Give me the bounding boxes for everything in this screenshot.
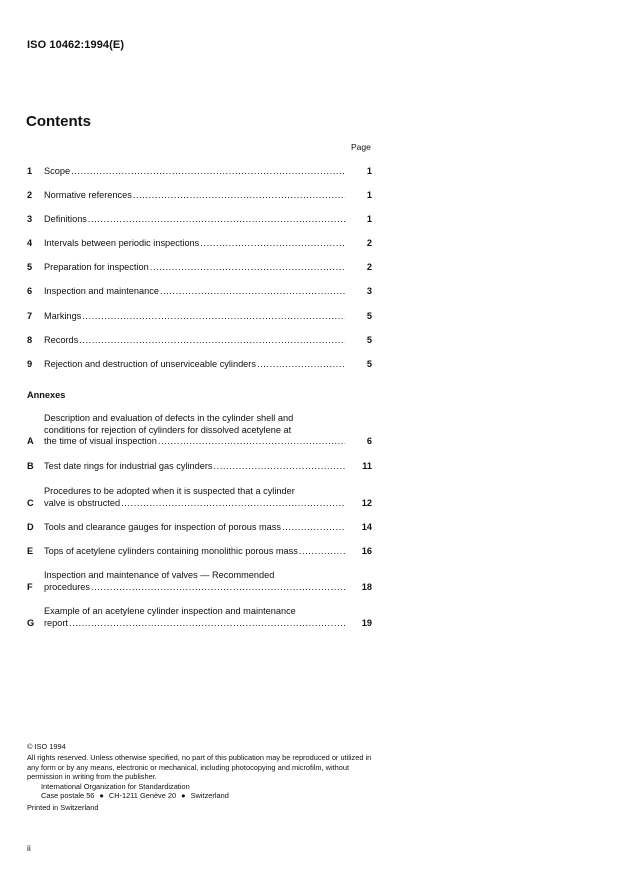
clause-title: Preparation for inspection: [44, 262, 149, 272]
annex-letter: C: [27, 497, 34, 508]
address-country: Switzerland: [190, 791, 229, 801]
annex-title-line: conditions for rejection of cylinders for dissolved acetylene at: [44, 424, 292, 435]
clause-number: 7: [27, 311, 33, 321]
standard-id: ISO 10462:1994(E): [27, 39, 125, 51]
clause-number: 4: [27, 238, 33, 248]
clause-number: 1: [27, 166, 33, 176]
page-number: 11: [362, 461, 372, 471]
annex-letter: D: [27, 522, 34, 532]
bullet-icon: ●: [181, 791, 186, 801]
page-number: 14: [361, 522, 372, 532]
annex-letter: E: [27, 546, 34, 556]
clause-title: Records: [44, 335, 79, 345]
annex-title-line: the time of visual inspection: [44, 436, 157, 446]
rights-notice: All rights reserved. Unless otherwise specified, no part of this publication may be reproduced or utilized in any form or by any means, electronic or mechanical, including photocopying and microfilm, without permission in writing from the publisher.: [27, 753, 372, 782]
annex-title-line: valve is obstructed: [44, 497, 121, 508]
leader-dots: [71, 166, 345, 178]
address-city: CH-1211 Genève 20: [108, 791, 177, 801]
toc-entry-1[interactable]: [27, 166, 372, 178]
leader-dots: [200, 238, 345, 250]
page-number: 1: [366, 214, 372, 224]
leader-dots: [214, 461, 345, 473]
clause-number: 6: [27, 286, 33, 296]
org-address: [27, 791, 377, 800]
annex-title-line: Example of an acetylene cylinder inspection and maintenance: [44, 606, 296, 616]
clause-title: Inspection and maintenance: [44, 286, 159, 296]
annex-letter: A: [27, 436, 34, 446]
page-title: Contents: [26, 113, 91, 130]
page-number: 5: [366, 311, 372, 321]
toc-entry-4[interactable]: [27, 238, 372, 250]
page-number: 2: [366, 262, 372, 272]
leader-dots: [282, 522, 345, 534]
leader-dots: [257, 359, 345, 371]
annex-title-line: Test date rings for industrial gas cylinders: [44, 461, 213, 471]
page-number: 12: [361, 497, 372, 508]
leader-dots: [158, 436, 345, 448]
bullet-icon: ●: [99, 791, 104, 801]
clause-number: 8: [27, 335, 33, 345]
annex-letter: F: [27, 581, 33, 592]
clause-title: Normative references: [44, 190, 132, 200]
annex-title-line: Description and evaluation of defects in the cylinder shell and: [44, 413, 294, 423]
page-number: 16: [361, 546, 372, 556]
copyright-footer: [27, 742, 377, 813]
clause-title: Rejection and destruction of unserviceable cylinders: [44, 359, 256, 369]
annex-title-line: Tops of acetylene cylinders containing monolithic porous mass: [44, 546, 298, 556]
clause-number: 2: [27, 190, 33, 200]
page-number: 5: [366, 359, 372, 369]
clause-number: 9: [27, 359, 33, 369]
toc-entry-3[interactable]: [27, 214, 372, 226]
annex-letter: B: [27, 461, 34, 471]
page-number: 3: [366, 286, 372, 296]
page-number: 6: [366, 436, 372, 446]
toc-annex-E[interactable]: [27, 546, 372, 558]
annex-title-line: Tools and clearance gauges for inspection of porous mass: [44, 522, 281, 532]
toc-annex-D[interactable]: [27, 522, 372, 534]
copyright-line: © ISO 1994: [27, 742, 66, 751]
annexes-heading: Annexes: [27, 390, 66, 400]
toc-annex-B[interactable]: [27, 461, 372, 473]
leader-dots: [91, 582, 345, 594]
toc-entry-6[interactable]: [27, 286, 372, 298]
leader-dots: [299, 546, 345, 558]
page-number: 2: [366, 238, 372, 248]
annex-title-line: procedures: [44, 581, 90, 592]
toc-entry-8[interactable]: [27, 335, 372, 347]
toc-annex-A[interactable]: [27, 413, 372, 448]
leader-dots: [121, 498, 345, 510]
page-number: 18: [361, 581, 372, 592]
toc-entry-2[interactable]: [27, 190, 372, 202]
toc-entry-5[interactable]: [27, 262, 372, 274]
printed-in: Printed in Switzerland: [27, 803, 99, 813]
leader-dots: [133, 190, 345, 202]
clause-title: Definitions: [44, 214, 87, 224]
annex-title-line: Inspection and maintenance of valves — Recommended: [44, 570, 275, 580]
address-postale: Case postale 56: [41, 791, 95, 801]
toc-entry-7[interactable]: [27, 311, 372, 323]
annex-title-line: report: [44, 617, 69, 628]
clause-title: Markings: [44, 311, 82, 321]
clause-number: 3: [27, 214, 33, 224]
toc-entry-9[interactable]: [27, 359, 372, 371]
toc-annex-F[interactable]: [27, 570, 372, 593]
page-number: 19: [361, 617, 372, 628]
toc-annex-C[interactable]: [27, 486, 372, 509]
leader-dots: [150, 262, 345, 274]
page-number: 1: [366, 166, 372, 176]
org-name: International Organization for Standardization: [41, 781, 190, 791]
leader-dots: [88, 214, 345, 226]
leader-dots: [69, 618, 345, 630]
toc-annex-G[interactable]: [27, 606, 372, 629]
clause-title: Scope: [44, 166, 71, 176]
leader-dots: [160, 286, 345, 298]
page-number: 5: [366, 335, 372, 345]
leader-dots: [79, 335, 345, 347]
clause-number: 5: [27, 262, 33, 272]
page-number-footer: ii: [27, 843, 31, 853]
annex-letter: G: [27, 617, 35, 628]
page-column-label: Page: [351, 142, 371, 152]
clause-title: Intervals between periodic inspections: [44, 238, 200, 248]
annex-title-line: Procedures to be adopted when it is suspected that a cylinder: [44, 486, 295, 496]
page-number: 1: [366, 190, 372, 200]
leader-dots: [82, 311, 345, 323]
